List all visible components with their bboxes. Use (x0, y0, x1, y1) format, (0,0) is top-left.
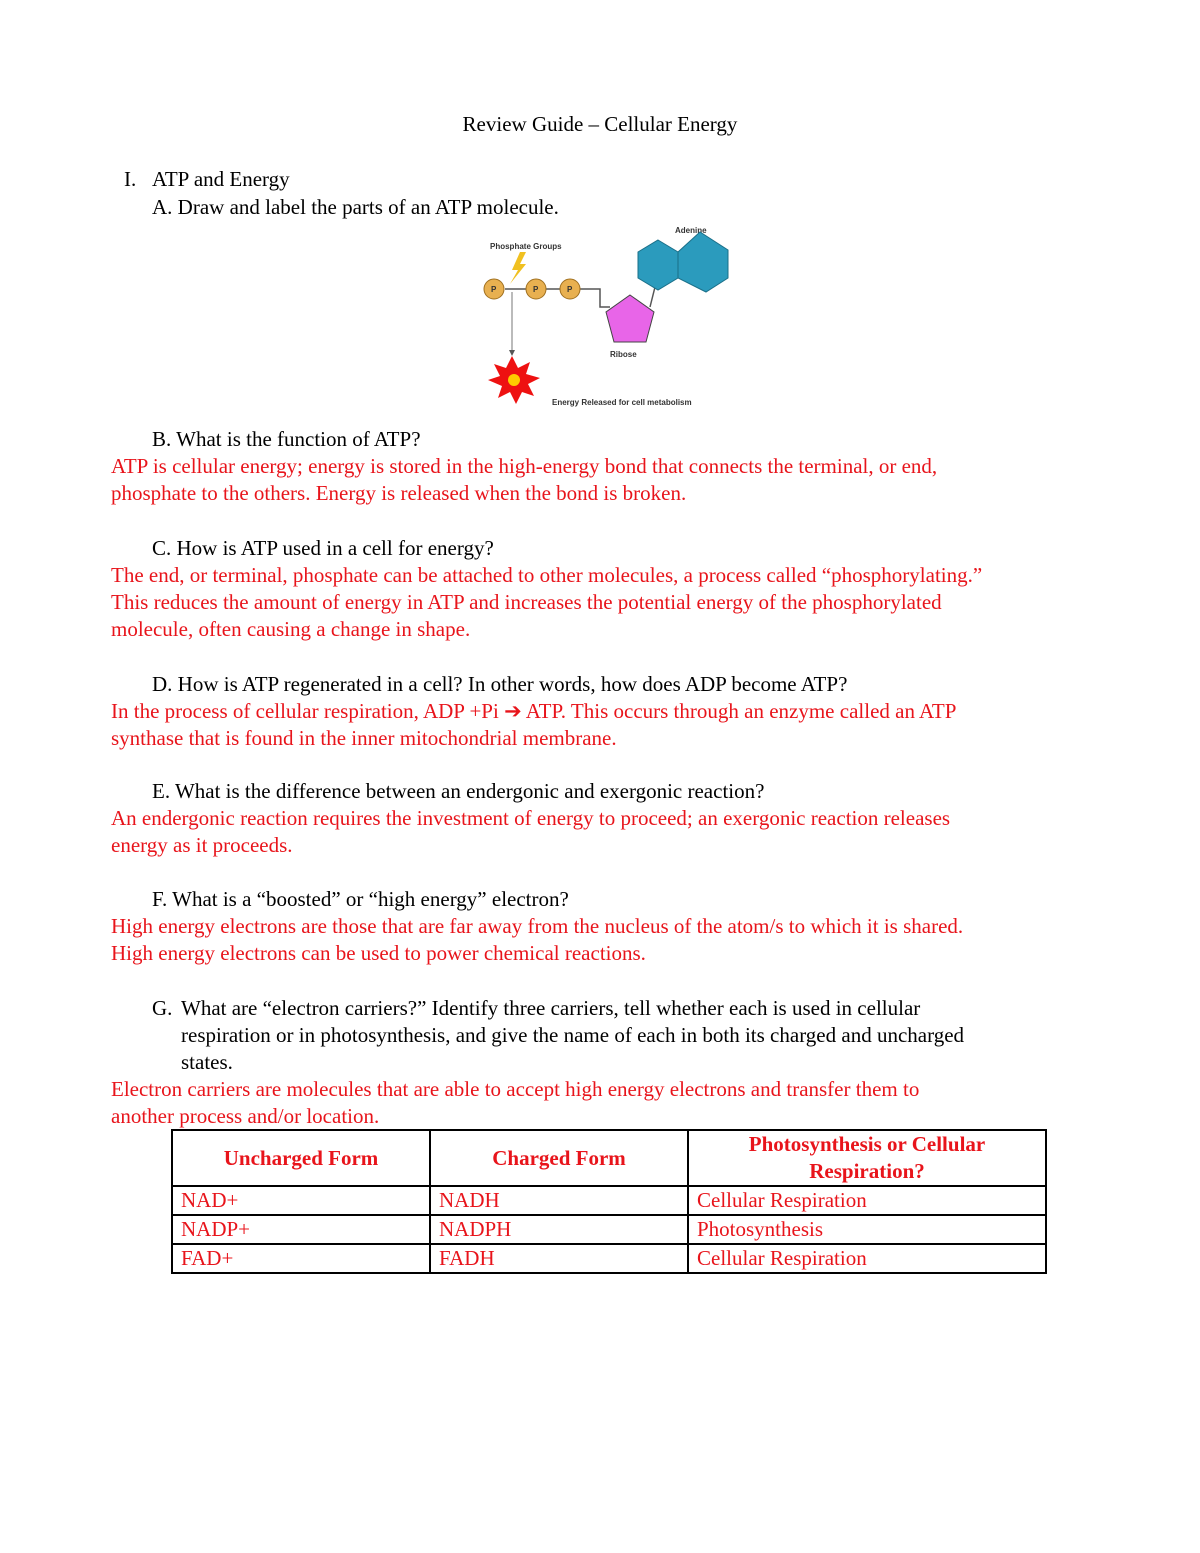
answer-b-line: phosphate to the others. Energy is released when the bond is broken. (111, 481, 687, 505)
question-e-label: E. (152, 779, 171, 803)
question-e (152, 778, 764, 805)
answer-d-pre: In the process of cellular respiration, ADP +Pi (111, 699, 505, 723)
phosphate-group-icon (526, 279, 546, 299)
adenine-label: Adenine (675, 226, 707, 235)
column-header: Photosynthesis or Cellular Respiration? (688, 1130, 1046, 1186)
question-c (152, 535, 494, 562)
section-numeral: I. (124, 167, 137, 191)
question-a-label: A. (152, 195, 173, 219)
electron-carriers-table (171, 1129, 1047, 1274)
table-cell: NADPH (430, 1215, 688, 1244)
question-d-text: How is ATP regenerated in a cell? In other words, how does ADP become ATP? (177, 672, 848, 696)
answer-e-line: energy as it proceeds. (111, 833, 293, 857)
answer-c-line: molecule, often causing a change in shape. (111, 617, 471, 641)
table-cell: Cellular Respiration (688, 1244, 1046, 1273)
question-g-label: G. (152, 996, 173, 1020)
question-b (152, 426, 421, 453)
phosphate-group-icon (560, 279, 580, 299)
column-header: Charged Form (430, 1130, 688, 1186)
phosphate-group-icon (484, 279, 504, 299)
table-cell: FADH (430, 1244, 688, 1273)
right-arrow-icon: ➔ (504, 699, 522, 723)
atp-molecule-diagram (470, 222, 740, 412)
question-f-label: F. (152, 887, 168, 911)
answer-c-line: This reduces the amount of energy in ATP and increases the potential energy of the phosphorylated (111, 590, 942, 614)
answer-c-line: The end, or terminal, phosphate can be attached to other molecules, a process called “phosphorylating.” (111, 563, 983, 587)
energy-released-label: Energy Released for cell metabolism (552, 398, 692, 407)
table-cell: FAD+ (172, 1244, 430, 1273)
answer-f-line: High energy electrons are those that are far away from the nucleus of the atom/s to which it is shared. (111, 914, 964, 938)
question-g-text-line: What are “electron carriers?” Identify three carriers, tell whether each is used in cellular (181, 996, 921, 1020)
phosphate-letter: P (567, 285, 573, 294)
energy-burst-core (508, 374, 520, 386)
adenine-bond-line (650, 287, 655, 307)
answer-e-line: An endergonic reaction requires the investment of energy to proceed; an exergonic reaction releases (111, 806, 951, 830)
ribose-pentagon-icon (606, 295, 654, 342)
question-g-text-line: respiration or in photosynthesis, and give the name of each in both its charged and uncharged (181, 1023, 965, 1047)
arrow-head-icon (509, 350, 515, 356)
table-row (172, 1215, 1046, 1244)
ribose-bond-line (588, 289, 610, 307)
table-cell: NAD+ (172, 1186, 430, 1215)
lightning-bolt-icon (510, 252, 526, 284)
table-cell: NADP+ (172, 1215, 430, 1244)
table-row (172, 1244, 1046, 1273)
question-b-text: What is the function of ATP? (176, 427, 421, 451)
section-heading: ATP and Energy (152, 167, 290, 191)
question-f (152, 886, 569, 913)
ribose-label: Ribose (610, 350, 637, 359)
question-a-text: Draw and label the parts of an ATP molecule. (177, 195, 559, 219)
answer-f-line: High energy electrons can be used to power chemical reactions. (111, 941, 646, 965)
answer-b-line: ATP is cellular energy; energy is stored in the high-energy bond that connects the terminal, or end, (111, 454, 938, 478)
phosphate-letter: P (491, 285, 497, 294)
phosphate-letter: P (533, 285, 539, 294)
question-c-text: How is ATP used in a cell for energy? (176, 536, 494, 560)
table-cell: Photosynthesis (688, 1215, 1046, 1244)
column-header: Uncharged Form (172, 1130, 430, 1186)
table-header-row (172, 1130, 1046, 1186)
question-a (152, 194, 559, 221)
question-f-text: What is a “boosted” or “high energy” electron? (172, 887, 569, 911)
question-g-text-line: states. (181, 1050, 233, 1074)
answer-d-post: ATP. This occurs through an enzyme called an ATP (521, 699, 957, 723)
answer-g-line: Electron carriers are molecules that are able to accept high energy electrons and transfer them to (111, 1077, 920, 1101)
adenine-ring-icon (638, 240, 678, 290)
table-cell: Cellular Respiration (688, 1186, 1046, 1215)
answer-d-line (111, 698, 956, 725)
question-c-label: C. (152, 536, 172, 560)
table-cell: NADH (430, 1186, 688, 1215)
adenine-ring-icon (678, 232, 728, 292)
question-b-label: B. (152, 427, 172, 451)
question-d-label: D. (152, 672, 173, 696)
answer-d-line: synthase that is found in the inner mitochondrial membrane. (111, 726, 617, 750)
phosphate-groups-label: Phosphate Groups (490, 242, 562, 251)
page-title: Review Guide – Cellular Energy (462, 112, 738, 136)
question-e-text: What is the difference between an endergonic and exergonic reaction? (174, 779, 765, 803)
question-d (152, 671, 847, 698)
answer-g-line: another process and/or location. (111, 1104, 380, 1128)
table-row (172, 1186, 1046, 1215)
